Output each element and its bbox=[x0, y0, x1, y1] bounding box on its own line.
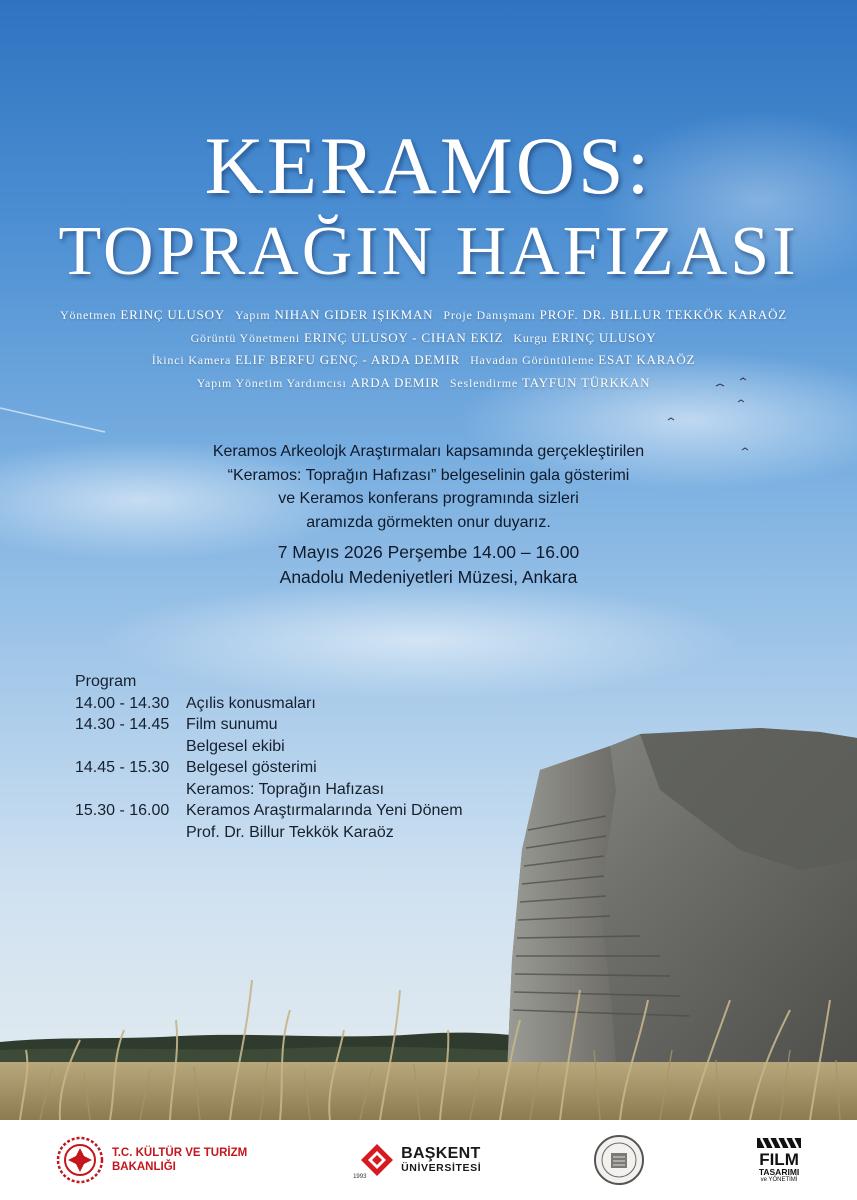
invitation-line: “Keramos: Toprağın Hafızası” belgeselinin gala gösterimi bbox=[227, 466, 630, 484]
title-line-1: KERAMOS: bbox=[204, 120, 653, 211]
program-description-line: Belgesel gösterimi bbox=[186, 759, 317, 776]
footer-logos bbox=[0, 1120, 857, 1200]
baskent-sub: ÜNİVERSİTESİ bbox=[401, 1162, 482, 1174]
invitation-line: aramızda görmekten onur duyarız. bbox=[306, 513, 551, 531]
program-heading: Program bbox=[75, 673, 137, 690]
program-description-line: Prof. Dr. Billur Tekkök Karaöz bbox=[186, 823, 394, 841]
event-datetime: 7 Mayıs 2026 Perşembe 14.00 – 16.00 bbox=[277, 542, 580, 562]
credit-name: PROF. DR. BILLUR TEKKÖK KARAÖZ bbox=[539, 307, 788, 322]
baskent-name: BAŞKENT bbox=[401, 1145, 481, 1162]
program-description-line: Keramos Araştırmalarında Yeni Dönem bbox=[186, 802, 463, 819]
baskent-year: 1993 bbox=[353, 1174, 367, 1180]
baskent-logo-icon bbox=[359, 1142, 395, 1178]
credit-role: Yapım bbox=[234, 308, 271, 322]
invitation-line: ve Keramos konferans programında sizleri bbox=[278, 490, 579, 507]
credit-name: TAYFUN TÜRKKAN bbox=[522, 374, 651, 390]
credit-role: Kurgu bbox=[513, 330, 548, 345]
program-description-line: Belgesel ekibi bbox=[186, 737, 285, 755]
credit-name: ERINÇ ULUSOY bbox=[551, 329, 657, 345]
credit-name: ERINÇ ULUSOY bbox=[120, 307, 225, 322]
credit-role: İkinci Kamera bbox=[151, 353, 232, 367]
credit-name: ARDA DEMIR bbox=[350, 374, 440, 390]
program-description-line: Film sunumu bbox=[186, 716, 278, 733]
event-venue: Anadolu Medeniyetleri Müzesi, Ankara bbox=[279, 567, 578, 587]
credit-name: NIHAN GIDER IŞIKMAN bbox=[274, 307, 434, 322]
ministry-emblem-icon bbox=[56, 1136, 104, 1184]
credit-role: Seslendirme bbox=[449, 375, 518, 390]
film-title: FILM bbox=[759, 1150, 799, 1169]
credit-role: Havadan Görüntüleme bbox=[470, 353, 595, 367]
title-line-2: TOPRAĞIN HAFIZASI bbox=[58, 213, 799, 290]
program-description-line: Keramos: Toprağın Hafızası bbox=[186, 780, 385, 798]
program-description-line: Açılis konusmaları bbox=[186, 694, 316, 712]
program-time: 14.00 - 14.30 bbox=[75, 694, 170, 712]
film-subtitle-2: ve YÖNETİMİ bbox=[760, 1177, 798, 1183]
ministry-logo bbox=[56, 1136, 247, 1184]
credit-role: Görüntü Yönetmeni bbox=[190, 330, 301, 345]
program-time: 15.30 - 16.00 bbox=[75, 802, 170, 819]
keramos-seal-icon bbox=[593, 1134, 645, 1186]
credit-role: Proje Danışmanı bbox=[443, 308, 536, 322]
keramos-seal-logo bbox=[593, 1134, 645, 1186]
film-clapper-icon bbox=[757, 1136, 801, 1150]
ministry-name-line-2: BAKANLIĞI bbox=[111, 1161, 176, 1173]
ministry-name-line-1: T.C. KÜLTÜR VE TURİZM bbox=[111, 1147, 248, 1159]
credit-role: Yapım Yönetim Yardımcısı bbox=[196, 375, 347, 390]
film-logo bbox=[757, 1136, 801, 1184]
program-time: 14.45 - 15.30 bbox=[75, 759, 170, 776]
film-subtitle: TASARIMI bbox=[758, 1167, 800, 1177]
program-time: 14.30 - 14.45 bbox=[75, 716, 170, 733]
credit-name: ERINÇ ULUSOY - CIHAN EKIZ bbox=[304, 329, 504, 345]
invitation-line: Keramos Arkeolojk Araştırmaları kapsamında gerçekleştirilen bbox=[212, 443, 645, 460]
baskent-logo bbox=[353, 1142, 482, 1180]
credit-name: ELIF BERFU GENÇ - ARDA DEMIR bbox=[235, 352, 461, 367]
credit-name: ESAT KARAÖZ bbox=[598, 352, 696, 367]
credit-role: Yönetmen bbox=[59, 308, 117, 322]
